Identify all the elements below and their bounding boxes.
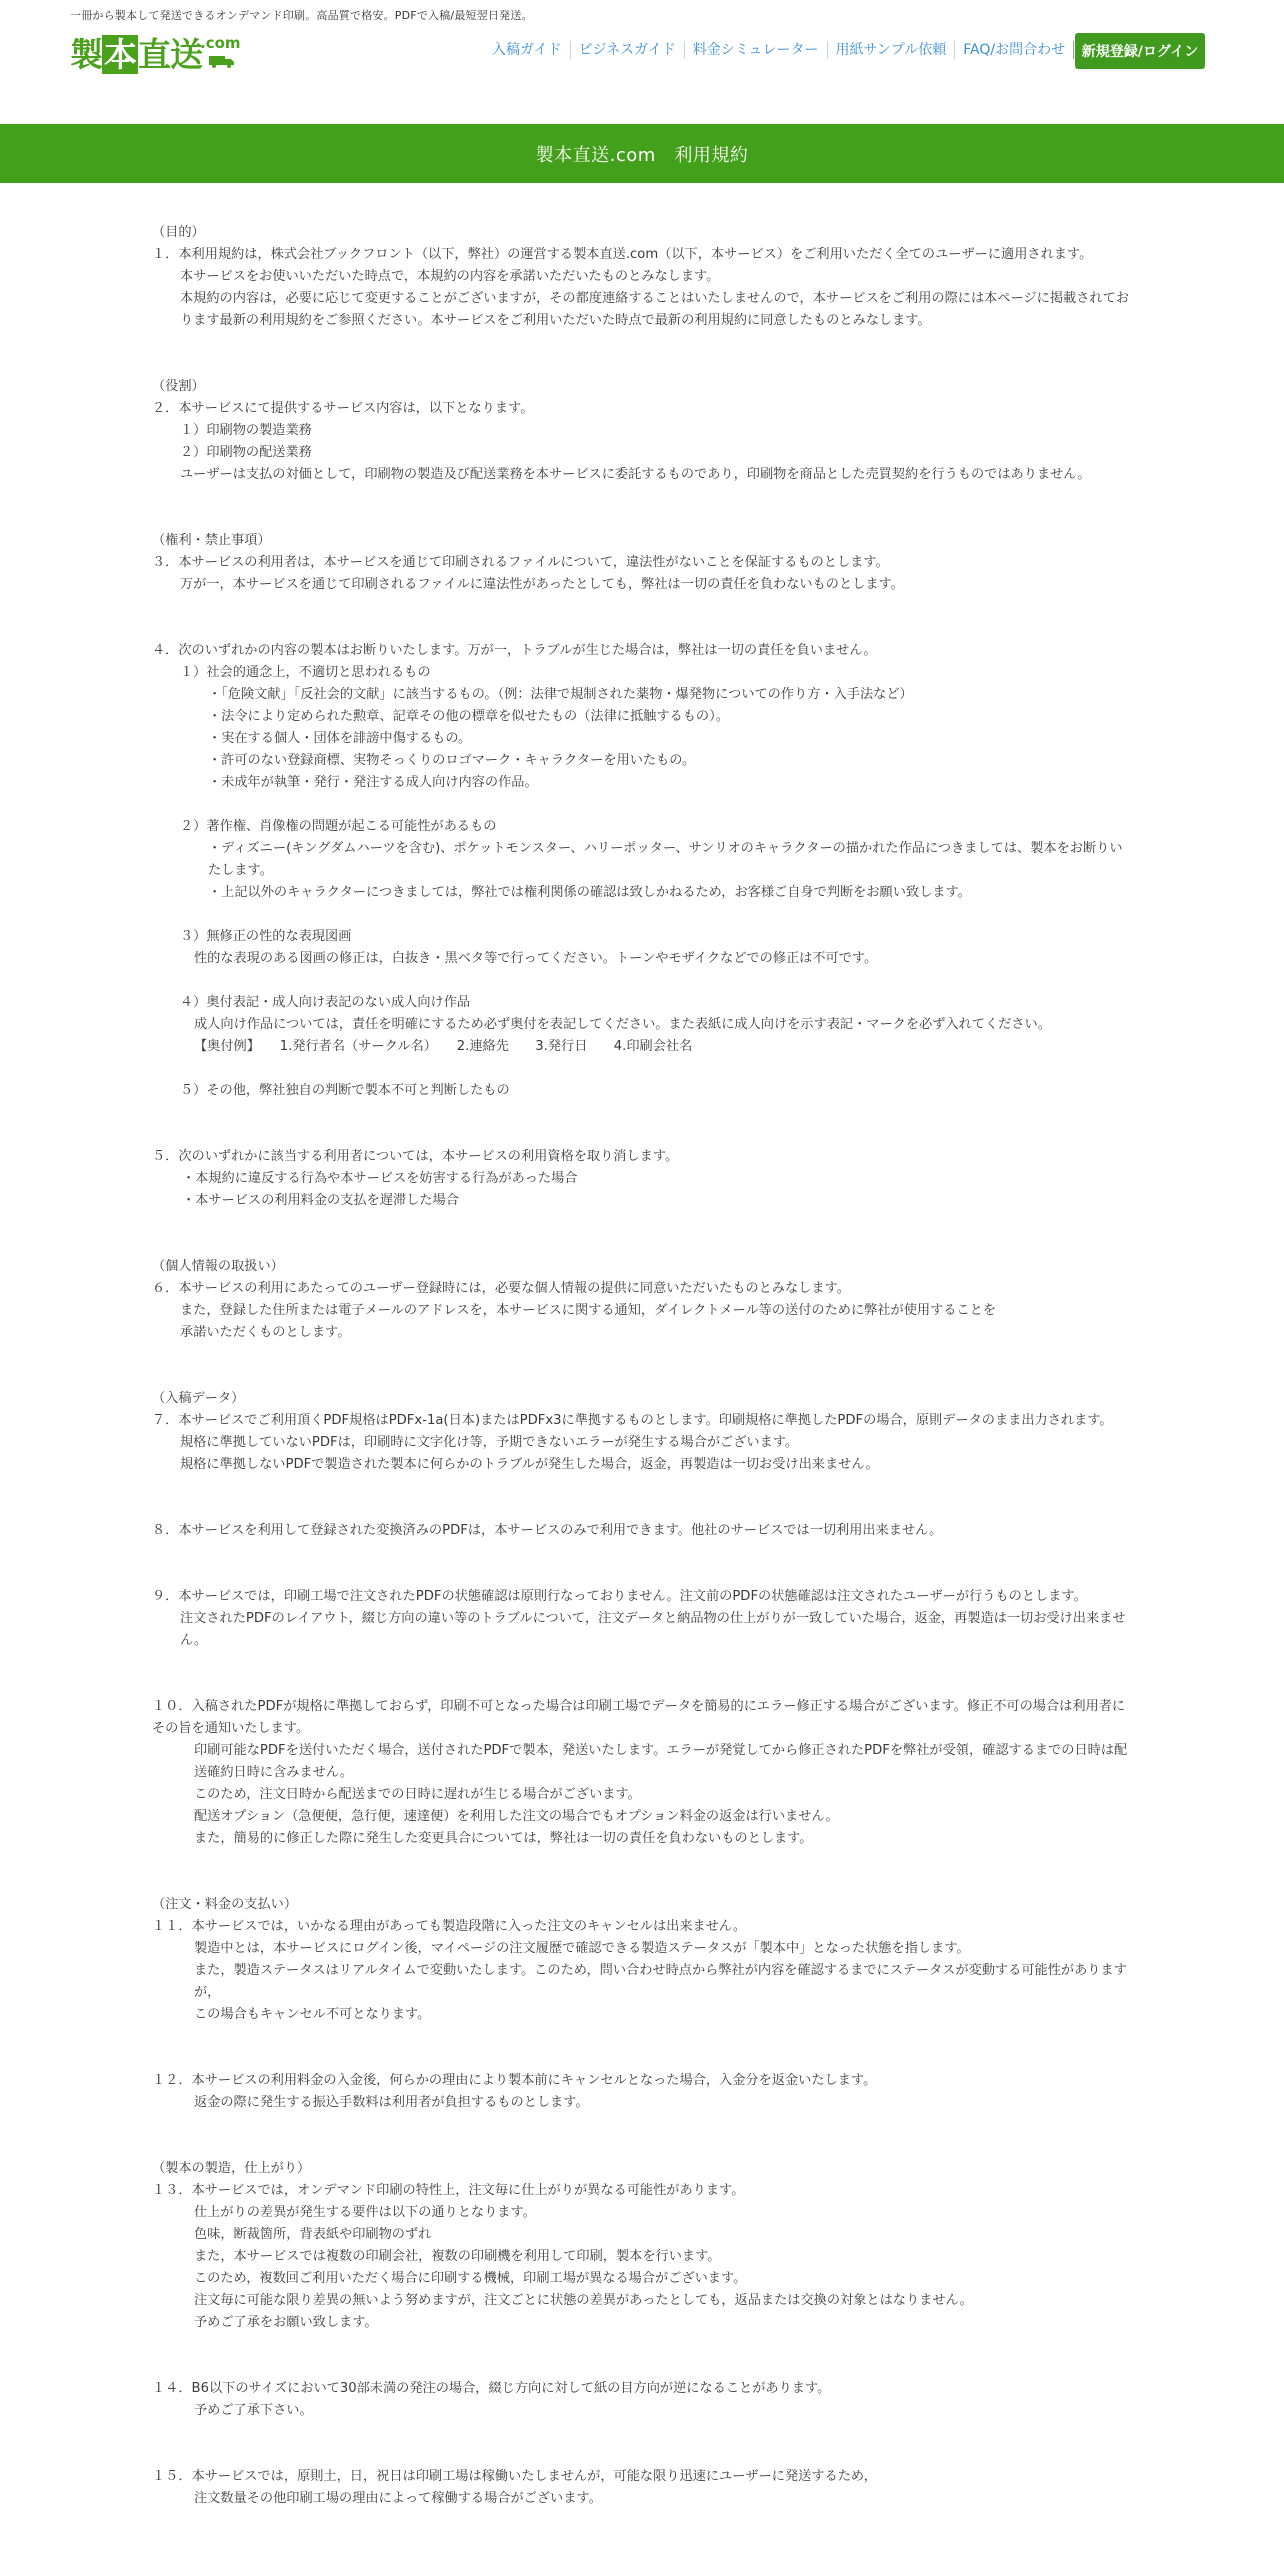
terms-line: 規格に準拠しないPDFで製造された製本に何らかのトラブルが発生した場合，返金，再製造は一切お受け出来ません。 (180, 1457, 879, 1472)
terms-section (152, 530, 1132, 596)
nav-nyuko-guide[interactable]: 入稿ガイド (484, 41, 571, 59)
terms-line: 予めご了承下さい。 (194, 2403, 313, 2418)
terms-line (152, 794, 1132, 816)
terms-line: ９．本サービスでは，印刷工場で注文されたPDFの状態確認は原則行なっておりません。注文前のPDFの状態確認は注文されたユーザーが行うものとします。 (152, 1589, 1087, 1604)
terms-line: ・本サービスの利用料金の支払を遅滞した場合 (182, 1193, 459, 1208)
site-header (0, 0, 1284, 124)
terms-line: ・本規約に違反する行為や本サービスを妨害する行為があった場合 (182, 1171, 578, 1186)
terms-line: 性的な表現のある図画の修正は，白抜き・黒ベタ等で行ってください。トーンやモザイクなどでの修正は不可です。 (194, 951, 878, 966)
section-gap (152, 486, 1132, 530)
nav-paper-sample[interactable]: 用紙サンプル依頼 (828, 41, 956, 59)
terms-line: 注文数量その他印刷工場の理由によって稼働する場合がございます。 (194, 2491, 602, 2506)
terms-line: 色味，断裁箇所，背表紙や印刷物のずれ (194, 2227, 432, 2242)
terms-line: 【奥付例】 1.発行者名（サークル名） 2.連絡先 3.発行日 4.印刷会社名 (194, 1039, 693, 1054)
section-gap (152, 2114, 1132, 2158)
terms-line: ・上記以外のキャラクターにつきましては，弊社では権利関係の確認は致しかねるため，お客様ご自身で判断をお願い致します。 (208, 885, 971, 900)
terms-section (152, 1146, 1132, 1212)
terms-line (152, 970, 1132, 992)
terms-line: 仕上がりの差異が発生する要件は以下の通りとなります。 (194, 2205, 536, 2220)
terms-line: （権利・禁止事項） (152, 533, 271, 548)
terms-section (152, 2158, 1132, 2334)
terms-section (152, 1894, 1132, 2026)
terms-line: 配送オプション（急便便，急行便，速達便）を利用した注文の場合でもオプション料金の返金は行いません。 (194, 1809, 839, 1824)
terms-section (152, 2378, 1132, 2422)
terms-line: １３．本サービスでは，オンデマンド印刷の特性上，注文毎に仕上がりが異なる可能性があります。 (152, 2183, 745, 2198)
terms-line: この場合もキャンセル不可となります。 (194, 2007, 431, 2022)
terms-line: ６．本サービスの利用にあたってのユーザー登録時には，必要な個人情報の提供に同意いただいたものとみなします。 (152, 1281, 850, 1296)
section-gap (152, 1102, 1132, 1146)
terms-line: ２）印刷物の配送業務 (180, 445, 312, 460)
terms-line: （個人情報の取扱い） (152, 1259, 284, 1274)
terms-line: １）印刷物の製造業務 (180, 423, 312, 438)
terms-line: また，製造ステータスはリアルタイムで変動いたします。このため，問い合わせ時点から弊社が内容を確認するまでにステータスが変動する可能性がありますが， (194, 1963, 1127, 2000)
terms-line: １４．B6以下のサイズにおいて30部未満の発注の場合，綴じ方向に対して紙の目方向が逆になることがあります。 (152, 2381, 831, 2396)
terms-section (152, 1520, 1132, 1542)
terms-line: １０．入稿されたPDFが規格に準拠しておらず，印刷不可となった場合は印刷工場でデータを簡易的にエラー修正する場合がございます。修正不可の場合は利用者にその旨を通知いたします。 (152, 1699, 1126, 1736)
terms-line (152, 1058, 1132, 1080)
logo-dotcom: .com (200, 34, 241, 52)
terms-section (152, 2070, 1132, 2114)
nav-faq-contact[interactable]: FAQ/お問合わせ (955, 41, 1074, 59)
nav-business-guide[interactable]: ビジネスガイド (571, 41, 685, 59)
nav-price-simulator[interactable]: 料金シミュレーター (685, 41, 828, 59)
logo-text: 製本直送 (70, 35, 202, 74)
terms-line: ７．本サービスでご利用頂くPDF規格はPDFx-1a(日本)またはPDFx3に準拠するものとします。印刷規格に準拠したPDFの場合，原則データのまま出力されます。 (152, 1413, 1113, 1428)
page-title-banner (0, 124, 1284, 183)
terms-line: ４．次のいずれかの内容の製本はお断りいたします。万が一，トラブルが生じた場合は，弊社は一切の責任を負いません。 (152, 643, 877, 658)
section-gap (152, 2026, 1132, 2070)
terms-line: 返金の際に発生する振込手数料は利用者が負担するものとします。 (194, 2095, 589, 2110)
terms-line: このため，注文日時から配送までの日時に遅れが生じる場合がございます。 (194, 1787, 641, 1802)
terms-section (152, 222, 1132, 332)
terms-line: ユーザーは支払の対価として，印刷物の製造及び配送業務を本サービスに委託するものであり，印刷物を商品とした売買契約を行うものではありません。 (180, 467, 1091, 482)
terms-line (152, 904, 1132, 926)
terms-line: １）社会的通念上，不適切と思われるもの (180, 665, 431, 680)
section-gap (152, 1476, 1132, 1520)
terms-section (152, 1696, 1132, 1850)
terms-line: ・「危険文献」「反社会的文献」に該当するもの。（例：法律で規制された薬物・爆発物についての作り方・入手法など） (208, 687, 913, 702)
section-gap (152, 1344, 1132, 1388)
terms-section (152, 1388, 1132, 1476)
terms-line: 規格に準拠していないPDFは，印刷時に文字化け等，予期できないエラーが発生する場合がございます。 (180, 1435, 799, 1450)
terms-line: ・許可のない登録商標、実物そっくりのロゴマーク・キャラクターを用いたもの。 (208, 753, 696, 768)
terms-line: ２）著作権、肖像権の問題が起こる可能性があるもの (180, 819, 497, 834)
terms-line: ５）その他，弊社独自の判断で製本不可と判断したもの (180, 1083, 510, 1098)
terms-line: （役割） (152, 379, 205, 394)
terms-line: 成人向け作品については，責任を明確にするため必ず奥付を表記してください。また表紙に成人向けを示す表記・マークを必ず入れてください。 (194, 1017, 1051, 1032)
terms-line: 承諾いただくものとします。 (180, 1325, 351, 1340)
terms-line: ８．本サービスを利用して登録された変換済みのPDFは，本サービスのみで利用できます。他社のサービスでは一切利用出来ません。 (152, 1523, 943, 1538)
terms-section (152, 640, 1132, 1102)
terms-line: ４）奥付表記・成人向け表記のない成人向け作品 (180, 995, 471, 1010)
terms-line: ３．本サービスの利用者は，本サービスを通じて印刷されるファイルについて，違法性がないことを保証するものとします。 (152, 555, 889, 570)
terms-line: （目的） (152, 225, 205, 240)
header-tagline: 一冊から製本して発送できるオンデマンド印刷。高品質で格安。PDFで入稿/最短翌日発送。 (70, 9, 533, 22)
section-gap (152, 1542, 1132, 1586)
terms-section (152, 1586, 1132, 1652)
section-gap (152, 596, 1132, 640)
terms-line: 印刷可能なPDFを送付いただく場合，送付されたPDFで製本，発送いたします。エラーが発覚してから修正されたPDFを弊社が受領，確認するまでの日時は配送確約日時に含みません。 (194, 1743, 1128, 1780)
terms-line: また，登録した住所または電子メールのアドレスを，本サービスに関する通知，ダイレクトメール等の送付のために弊社が使用することを (180, 1303, 997, 1318)
site-logo[interactable] (70, 34, 241, 74)
section-gap (152, 1850, 1132, 1894)
main-nav (484, 40, 1074, 60)
terms-line: ２．本サービスにて提供するサービス内容は，以下となります。 (152, 401, 534, 416)
terms-section (152, 1256, 1132, 1344)
terms-section (152, 376, 1132, 486)
terms-line: また，本サービスでは複数の印刷会社，複数の印刷機を利用して印刷，製本を行います。 (194, 2249, 721, 2264)
section-gap (152, 1212, 1132, 1256)
terms-line: 予めご了承をお願い致します。 (194, 2315, 378, 2330)
terms-line: （製本の製造，仕上がり） (152, 2161, 311, 2176)
section-gap (152, 332, 1132, 376)
terms-line: 本規約の内容は，必要に応じて変更することがございますが，その都度連絡することはいたしませんので，本サービスをご利用の際には本ページに掲載されております最新の利用規約をご参照ください。本サービスをご利用いただいた時点で最新の利用規約に同意したものとみなします。 (180, 291, 1129, 328)
section-gap (152, 2422, 1132, 2466)
terms-line: また，簡易的に修正した際に発生した変更具合については，弊社は一切の責任を負わないものとします。 (194, 1831, 813, 1846)
section-gap (152, 1652, 1132, 1696)
register-login-button[interactable]: 新規登録/ログイン (1075, 33, 1205, 69)
terms-section (152, 2466, 1132, 2510)
terms-line: ・ディズニー(キングダムハーツを含む)、ポケットモンスター、ハリーポッター、サンリオのキャラクターの描かれた作品につきましては、製本をお断りいたします。 (208, 841, 1123, 878)
terms-line: ３）無修正の性的な表現図画 (180, 929, 352, 944)
terms-line: １５．本サービスでは，原則土，日，祝日は印刷工場は稼働いたしませんが，可能な限り迅速にユーザーに発送するため， (152, 2469, 877, 2484)
terms-line: 本サービスをお使いいただいた時点で，本規約の内容を承諾いただいたものとみなします。 (180, 269, 720, 284)
terms-line: ・未成年が執筆・発行・発注する成人向け内容の作品。 (208, 775, 538, 790)
terms-line: １１．本サービスでは，いかなる理由があっても製造段階に入った注文のキャンセルは出来ません。 (152, 1919, 747, 1934)
section-gap (152, 2334, 1132, 2378)
terms-line: 万が一，本サービスを通じて印刷されるファイルに違法性があったとしても，弊社は一切の責任を負わないものとします。 (180, 577, 904, 592)
terms-line: ・法令により定められた勲章、記章その他の標章を似せたもの（法律に抵触するもの）。 (208, 709, 729, 724)
terms-line: ・実在する個人・団体を誹謗中傷するもの。 (208, 731, 472, 746)
terms-line: ５．次のいずれかに該当する利用者については，本サービスの利用資格を取り消します。 (152, 1149, 679, 1164)
terms-line: １２．本サービスの利用料金の入金後，何らかの理由により製本前にキャンセルとなった場合，入金分を返金いたします。 (152, 2073, 877, 2088)
terms-line: （入稿データ） (152, 1391, 245, 1406)
terms-line: 製造中とは，本サービスにログイン後，マイページの注文履歴で確認できる製造ステータスが「製本中」となった状態を指します。 (194, 1941, 970, 1956)
page-title: 製本直送.com 利用規約 (535, 144, 749, 166)
truck-icon (209, 54, 235, 68)
terms-line: （注文・料金の支払い） (152, 1897, 298, 1912)
terms-line: 注文毎に可能な限り差異の無いよう努めますが，注文ごとに状態の差異があったとしても，返品または交換の対象とはなりません。 (194, 2293, 973, 2308)
terms-line: 注文されたPDFのレイアウト，綴じ方向の違い等のトラブルについて，注文データと納品物の仕上がりが一致していた場合，返金，再製造は一切お受け出来ません。 (180, 1611, 1126, 1648)
terms-line: １．本利用規約は，株式会社ブックフロント（以下，弊社）の運営する製本直送.com（以下，本サービス）をご利用いただく全てのユーザーに適用されます。 (152, 247, 1093, 262)
terms-line: このため，複数回ご利用いただく場合に印刷する機械，印刷工場が異なる場合がございます。 (194, 2271, 747, 2286)
terms-content (152, 222, 1132, 2510)
